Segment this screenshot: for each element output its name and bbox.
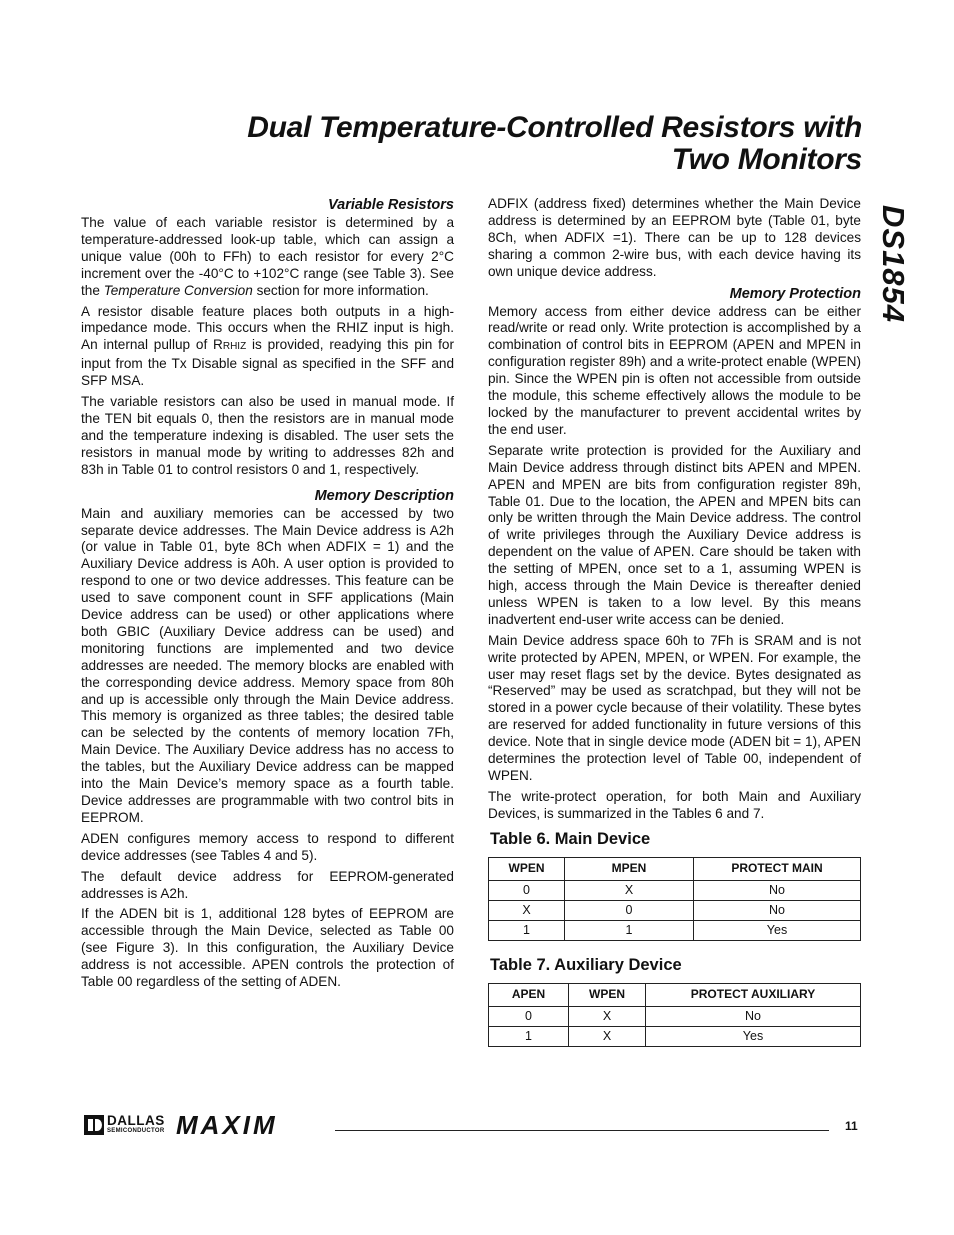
- table-row: [489, 920, 861, 940]
- paragraph-variable-3: The variable resistors can also be used in manual mode. If the TEN bit equals 0, then the resistors are in manual mode and the temperature indexing is disabled. The user sets the resistors in manual mode by writing to addresses 82h and 83h in Table 01 to control resistors 0 and 1, respectively.: [81, 394, 454, 477]
- part-number-side-label: [873, 205, 913, 335]
- dallas-subtitle: SEMICONDUCTOR: [107, 1128, 165, 1134]
- heading-memory-protection: Memory Protection: [729, 285, 861, 302]
- table-cell: 1: [565, 920, 694, 940]
- table-cell: X: [489, 900, 565, 920]
- paragraph-variable-2: [81, 304, 454, 391]
- title-line-1: Dual Temperature-Controlled Resistors with: [247, 111, 862, 144]
- paragraph-protection-4: The write-protect operation, for both Main and Auxiliary Devices, is summarized in the Tables 6 and 7.: [488, 788, 861, 821]
- text-span: The value of each variable resistor is determined by a temperature-addressed look-up table, which can assign a unique value (00h to FFh) to each resistor for every 2°C increment over the -40°C to +102°C range (see Table 3). See the: [81, 215, 454, 298]
- table-cell: Yes: [694, 920, 861, 940]
- table-cell: 0: [489, 1006, 569, 1026]
- maxim-wordmark: MAXIM: [176, 1113, 278, 1137]
- paragraph-protection-2: Separate write protection is provided for the Auxiliary and Main Device address through distinct bits APEN and MPEN. APEN and MPEN are bits from configuration register 89h, Table 01. Due to the location, the APEN and MPEN bits can only be written through the Main Device address. The control of write privileges through the Auxiliary Device address is dependent on the value of APEN. Care should be taken with the setting of MPEN, once set to a 1, assuming WPEN is high, access through the Main Device is thereafter denied unless WPEN is taken to a low level. By this means inadvertent end-user write access can be denied.: [488, 442, 861, 627]
- table-cell: No: [646, 1006, 861, 1026]
- left-column: [81, 196, 454, 995]
- paragraph-protection-1: Memory access from either device address can be either read/write or read only. Write protection is accomplished by a combination of control bits in EEPROM (APEN and MPEN in configuration register 89h) and a write-protect enable (WPEN) pin. Since the WPEN pin is often not accessible from outside the module, this scheme effectively allows the module to be locked by the manufacturer to prevent accidental writes by the end user.: [488, 303, 861, 437]
- text-span: A resistor disable feature places both outputs in a high-impedance mode. This occurs when the RHIZ input is high. An internal pullup of R: [81, 303, 454, 353]
- heading-memory-description: Memory Description: [314, 487, 454, 504]
- table-7-caption: Table 7. Auxiliary Device: [490, 955, 682, 974]
- paragraph-memory-4: If the ADEN bit is 1, additional 128 bytes of EEPROM are accessible through the Main Device, selected as Table 00 (see Figure 3). In this configuration, the Auxiliary Device address is not accessible. APEN controls the protection of Table 00 regardless of the setting of ADEN.: [81, 906, 454, 990]
- table-header-row: [489, 857, 861, 880]
- table-cell: No: [694, 900, 861, 920]
- paragraph-adfix: ADFIX (address fixed) determines whether the Main Device address is determined by an EEPROM byte (Table 01, byte 8Ch, when ADFIX =1). There can be up to 128 devices sharing a common 2-wire bus, with each device having its own unique device address.: [488, 196, 861, 279]
- table-cell: No: [694, 880, 861, 900]
- table-6-caption: Table 6. Main Device: [490, 829, 651, 848]
- table-main-device: [488, 857, 861, 941]
- table-header-row: [489, 983, 861, 1006]
- paragraph-protection-3: Main Device address space 60h to 7Fh is SRAM and is not write protected by APEN, MPEN, or WPEN. For example, the user may reset flags set by the device. Bytes designated as “Reserved” may be used as scratchpad, but they will not be stored in a power cycle because of their volatility. These bytes are reserved for added functionality in future versions of this device. Note that in single device mode (ADEN bit = 1), APEN determines the protection level of Table 00, independent of WPEN.: [488, 632, 861, 783]
- table-header-cell: WPEN: [569, 983, 646, 1006]
- table-header-cell: PROTECT MAIN: [694, 857, 861, 880]
- table-header-cell: APEN: [489, 983, 569, 1006]
- table-cell: 0: [489, 880, 565, 900]
- table-row: [489, 900, 861, 920]
- heading-variable-resistors: Variable Resistors: [328, 197, 454, 213]
- text-span: is provided, readying this pin for input from the Tx Disable signal as specified in the SFF and SFP MSA.: [81, 337, 455, 389]
- paragraph-memory-1: Main and auxiliary memories can be accessed by two separate device addresses. The Main Device address is A2h (or value in Table 01, byte 8Ch when ADFIX = 1) and the Auxiliary Device address is A0h. A user option is provided to respond to one or two device addresses. This feature can be used to save component count in SFF applications (Main Device address can be used) or other applications where both GBIC (Auxiliary Device address can be used) and monitoring functions are implemented and two device addresses are needed. The memory blocks are enabled with the corresponding device address. Memory space from 80h and up is accessible only through the Main Device address. This memory is organized as three tables; the desired table can be selected by the contents of memory location 7Fh, Main Device. The Auxiliary Device address has no access to the tables, but the Auxiliary Device address can be mapped into the Main Device’s memory space as a fourth table. Device addresses are programmable with two control bits in EEPROM.: [81, 505, 454, 825]
- footer-rule: [335, 1130, 829, 1131]
- table-cell: X: [569, 1026, 646, 1046]
- right-column: [488, 196, 861, 1061]
- table-cell: 1: [489, 920, 565, 940]
- table-row: [489, 1026, 861, 1046]
- page-number: 11: [845, 1119, 858, 1133]
- table-cell: 1: [489, 1026, 569, 1046]
- page-title: [247, 112, 862, 176]
- title-line-2: Two Monitors: [671, 143, 862, 176]
- table-row: [489, 880, 861, 900]
- footer-logos: [84, 1113, 326, 1139]
- subscript-rhiz: RHIZ: [222, 341, 247, 353]
- table-cell: X: [565, 880, 694, 900]
- table-auxiliary-device: [488, 983, 861, 1047]
- paragraph-memory-3: The default device address for EEPROM-generated addresses is A2h.: [81, 868, 454, 901]
- paragraph-variable-1: [81, 215, 454, 300]
- dallas-logo-icon: [84, 1115, 104, 1135]
- text-emphasis: Temperature Conversion: [103, 282, 253, 298]
- table-cell: Yes: [646, 1026, 861, 1046]
- text-span: section for more information.: [252, 282, 429, 298]
- table-cell: X: [569, 1006, 646, 1026]
- paragraph-memory-2: ADEN configures memory access to respond to different device addresses (see Tables 4 and 5).: [81, 830, 454, 863]
- table-header-cell: WPEN: [489, 857, 565, 880]
- maxim-logo-icon: [176, 1113, 326, 1137]
- table-cell: 0: [565, 900, 694, 920]
- part-number-text: DS1854: [876, 205, 911, 324]
- dallas-wordmark: DALLAS: [107, 1113, 165, 1128]
- table-header-cell: PROTECT AUXILIARY: [646, 983, 861, 1006]
- table-row: [489, 1006, 861, 1026]
- table-header-cell: MPEN: [565, 857, 694, 880]
